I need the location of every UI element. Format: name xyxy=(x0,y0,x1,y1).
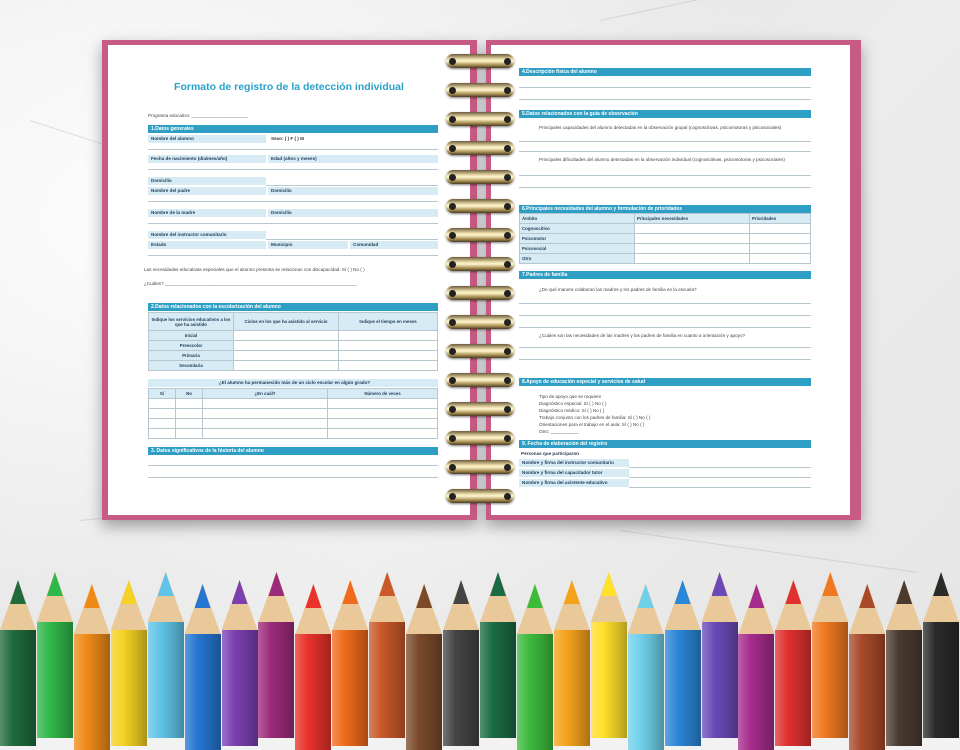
field-line xyxy=(519,151,811,152)
punch-hole xyxy=(504,319,511,326)
label-permanecido: ¿El alumno ha permanecido más de un ciclo escolar en algún grado? xyxy=(148,379,438,387)
pencil-tip xyxy=(121,580,137,604)
field-line xyxy=(519,141,811,142)
notebook-page-left xyxy=(108,45,470,515)
firma-asistente: Nombre y firma del asistente educativo xyxy=(519,479,629,487)
pencil-tip xyxy=(305,584,321,608)
pencil-shade xyxy=(775,630,811,746)
label-nombre-alumno: Nombre del alumno xyxy=(148,135,266,143)
pencil xyxy=(37,560,73,738)
apoyo-line: Diagnóstico especial: Sí ( ) No ( ) xyxy=(539,401,607,406)
label-comunidad: Comunidad xyxy=(350,241,438,249)
pencil-tip xyxy=(638,584,654,608)
pencil xyxy=(369,560,405,738)
pencil-shade xyxy=(332,630,368,746)
field-line xyxy=(629,467,811,468)
dificultades-text: Principales dificultades del alumno detectadas en la observación individual (cognoscitivas, psicomotoras y psicosociales) xyxy=(539,157,785,162)
pencil-shade xyxy=(665,630,701,746)
nivel-cell: Primaria xyxy=(149,351,234,361)
section-fecha-elaboracion: 9. Fecha de elaboración del registro xyxy=(519,440,811,448)
pencil xyxy=(258,560,294,738)
punch-hole xyxy=(504,87,511,94)
punch-hole xyxy=(504,174,511,181)
pencil-tip xyxy=(822,572,838,596)
label-estado: Estado xyxy=(148,241,266,249)
col-numero-veces: Número de veces xyxy=(328,389,438,399)
pencil xyxy=(185,572,221,750)
col-en-cual: ¿En cuál? xyxy=(203,389,328,399)
pencil-shade xyxy=(812,622,848,738)
pencil xyxy=(591,560,627,738)
field-line xyxy=(148,149,438,150)
punch-hole xyxy=(504,261,511,268)
pencil-tip xyxy=(268,572,284,596)
punch-hole xyxy=(449,493,456,500)
punch-hole xyxy=(504,435,511,442)
pencil-shade xyxy=(295,634,331,750)
col-ciclos: Ciclos en los que ha asistido al servicio xyxy=(234,313,339,331)
pencil-shade xyxy=(0,630,36,746)
section-datos-generales: 1.Datos generales xyxy=(148,125,438,133)
pencil xyxy=(480,560,516,738)
field-line xyxy=(519,315,811,316)
pencil-shade xyxy=(886,630,922,746)
apoyo-line: Orientaciones para el trabajo en el aula: Sí ( ) No ( ) xyxy=(539,422,645,427)
nivel-cell: Secundaria xyxy=(149,361,234,371)
section-apoyo-especial: 8.Apoyo de educación especial y servicios de salud xyxy=(519,378,811,386)
punch-hole xyxy=(449,348,456,355)
pencil xyxy=(923,560,959,738)
pencil-shade xyxy=(738,634,774,750)
firma-capacitador: Nombre y firma del capacitador tutor xyxy=(519,469,629,477)
pencil-tip xyxy=(379,572,395,596)
firma-instructor: Nombre y firma del instructor comunitario xyxy=(519,459,629,467)
pencil xyxy=(775,568,811,746)
pencil xyxy=(443,568,479,746)
punch-hole xyxy=(449,290,456,297)
punch-hole xyxy=(504,58,511,65)
field-line xyxy=(519,187,811,188)
nivel-cell: Preescolar xyxy=(149,341,234,351)
pencil-tip xyxy=(490,572,506,596)
notebook-page-right xyxy=(491,45,850,515)
col-tiempo: Indique el tiempo en meses xyxy=(339,313,438,331)
pencil-shade xyxy=(628,634,664,750)
pencil-tip xyxy=(453,580,469,604)
col-no: No xyxy=(176,389,203,399)
apoyo-line: Diagnóstico médico: Sí ( ) No ( ) xyxy=(539,408,605,413)
pencil-shade xyxy=(480,622,516,738)
field-line xyxy=(148,223,438,224)
pencil xyxy=(111,568,147,746)
pencil-shade xyxy=(369,622,405,738)
field-line xyxy=(519,99,811,100)
pencil-tip xyxy=(342,580,358,604)
punch-hole xyxy=(449,319,456,326)
section-necesidades: 6.Principales necesidades del alumno y formulación de prioridades xyxy=(519,205,811,213)
label-edad: Edad (años y meses) xyxy=(268,155,438,163)
field-line xyxy=(148,465,438,466)
field-line xyxy=(148,201,438,202)
punch-hole xyxy=(504,145,511,152)
col-si: Sí xyxy=(149,389,176,399)
pencil-tip xyxy=(47,572,63,596)
col-prioridades: Prioridades xyxy=(750,214,811,224)
pencil-tip xyxy=(84,584,100,608)
pencil-shade xyxy=(185,634,221,750)
question-necesidades-padres: ¿Cuáles son las necesidades de las madres y los padres de familia en cuanto a orientación y apoyo? xyxy=(539,333,746,338)
marble-vein xyxy=(600,0,894,21)
punch-hole xyxy=(449,58,456,65)
pencil-tip xyxy=(158,572,174,596)
field-line xyxy=(519,175,811,176)
programa-educativo: Programa educativo: ______________________ xyxy=(148,113,248,118)
pencil-shade xyxy=(554,630,590,746)
apoyo-line: Otro: ___________ xyxy=(539,429,579,434)
pencil-tip xyxy=(933,572,949,596)
pencil-shade xyxy=(849,634,885,750)
pencil xyxy=(332,568,368,746)
pencil-shade xyxy=(111,630,147,746)
label-domicilio-padre: Domicilio xyxy=(268,187,438,195)
pencil-shade xyxy=(74,634,110,750)
pencil-tip xyxy=(10,580,26,604)
pencil-shade xyxy=(923,622,959,738)
nivel-cell: Inicial xyxy=(149,331,234,341)
pencil-tip xyxy=(564,580,580,604)
section-guia-observacion: 5.Datos relacionados con la guía de observación xyxy=(519,110,811,118)
pencil xyxy=(517,572,553,750)
punch-hole xyxy=(449,232,456,239)
punch-hole xyxy=(449,203,456,210)
field-line xyxy=(519,87,811,88)
pencil-shade xyxy=(148,622,184,738)
ambito-cell: Psicosocial xyxy=(520,244,635,254)
escolarizacion-table xyxy=(148,312,438,371)
pencil xyxy=(665,568,701,746)
punch-hole xyxy=(449,174,456,181)
pencil-tip xyxy=(527,584,543,608)
field-line xyxy=(519,327,811,328)
pencil-tip xyxy=(416,584,432,608)
pencil-shade xyxy=(443,630,479,746)
apoyo-line: Trabajo conjunto con los padres de familia: Sí ( ) No ( ) xyxy=(539,415,651,420)
pencil-shade xyxy=(702,622,738,738)
col-ambito: Ámbito xyxy=(520,214,635,224)
punch-hole xyxy=(504,377,511,384)
label-fecha-nacimiento: Fecha de nacimiento (día/mes/año) xyxy=(148,155,266,163)
label-nombre-instructor: Nombre del instructor comunitario xyxy=(148,231,266,239)
label-domicilio: Domicilio xyxy=(148,177,266,185)
punch-hole xyxy=(449,464,456,471)
col-servicios: Indique los servicios educativos a los que ha asistido xyxy=(149,313,234,331)
punch-hole xyxy=(449,116,456,123)
pencil xyxy=(738,572,774,750)
question-colaboracion: ¿De qué manera colaboran las madres y los padres de familia en la escuela? xyxy=(539,287,697,292)
pencil-tip xyxy=(748,584,764,608)
punch-hole xyxy=(504,203,511,210)
label-domicilio-madre: Domicilio xyxy=(268,209,438,217)
punch-hole xyxy=(504,406,511,413)
pencil-shade xyxy=(406,634,442,750)
field-line xyxy=(148,477,438,478)
punch-hole xyxy=(449,87,456,94)
pencil-tip xyxy=(232,580,248,604)
pencil xyxy=(812,560,848,738)
pencil xyxy=(886,568,922,746)
pencil-shade xyxy=(258,622,294,738)
field-line xyxy=(148,255,438,256)
permanencia-table xyxy=(148,388,438,439)
field-line xyxy=(519,359,811,360)
pencil-shade xyxy=(37,622,73,738)
field-line xyxy=(266,185,438,186)
pencil xyxy=(74,572,110,750)
field-line xyxy=(266,239,438,240)
punch-hole xyxy=(504,493,511,500)
field-line xyxy=(148,169,438,170)
ambito-cell: Cognoscitivo xyxy=(520,224,635,234)
punch-hole xyxy=(449,377,456,384)
spiral-binding xyxy=(446,46,516,514)
pencil-shade xyxy=(517,634,553,750)
personas-participaron: Personas que participaron xyxy=(521,451,579,456)
col-necesidades: Principales necesidades xyxy=(635,214,750,224)
pencil-tip xyxy=(712,572,728,596)
field-line xyxy=(519,303,811,304)
punch-hole xyxy=(504,290,511,297)
label-nombre-padre: Nombre del padre xyxy=(148,187,266,195)
pencil xyxy=(222,568,258,746)
cuales-text: ¿Cuáles? ___________________________________________________________________________ xyxy=(144,281,357,286)
nee-text: Las necesidades educativas especiales que el alumno presenta se relacionan con discapacidad: Sí ( ) No ( ) xyxy=(144,267,365,272)
pencil xyxy=(295,572,331,750)
punch-hole xyxy=(449,435,456,442)
colored-pencils xyxy=(0,560,960,738)
section-escolarizacion: 2.Datos relacionados con la escolarización del alumno xyxy=(148,303,438,311)
pencil xyxy=(628,572,664,750)
punch-hole xyxy=(449,145,456,152)
pencil xyxy=(0,568,36,746)
field-line xyxy=(519,347,811,348)
pencil-shade xyxy=(222,630,258,746)
label-nombre-madre: Nombre de la madre xyxy=(148,209,266,217)
section-padres-familia: 7.Padres de familia xyxy=(519,271,811,279)
capacidades-text: Principales capacidades del alumno detectadas en la observación grupal (cognoscitivas, psicomotoras y psicosociales) xyxy=(539,125,782,130)
punch-hole xyxy=(504,116,511,123)
punch-hole xyxy=(449,261,456,268)
pencil-tip xyxy=(859,584,875,608)
pencil-tip xyxy=(896,580,912,604)
punch-hole xyxy=(504,232,511,239)
label-municipio: Municipio xyxy=(268,241,348,249)
pencil xyxy=(148,560,184,738)
punch-hole xyxy=(504,464,511,471)
field-line xyxy=(629,477,811,478)
ambito-cell: Otro xyxy=(520,254,635,264)
punch-hole xyxy=(504,348,511,355)
pencil-tip xyxy=(785,580,801,604)
pencil xyxy=(849,572,885,750)
ambito-cell: Psicomotor xyxy=(520,234,635,244)
pencil-tip xyxy=(675,580,691,604)
pencil xyxy=(554,568,590,746)
necesidades-table xyxy=(519,213,811,264)
pencil-tip xyxy=(601,572,617,596)
punch-hole xyxy=(449,406,456,413)
apoyo-line: Tipo de apoyo que se requiere xyxy=(539,394,602,399)
field-line xyxy=(629,487,811,488)
label-sexo: Sexo: ( ) F ( ) M xyxy=(268,135,438,143)
pencil xyxy=(702,560,738,738)
section-descripcion-fisica: 4.Descripción física del alumno xyxy=(519,68,811,76)
form-title: Formato de registro de la detección individual xyxy=(174,81,404,93)
section-historia: 3. Datos significativos de la historia del alumno xyxy=(148,447,438,455)
pencil xyxy=(406,572,442,750)
pencil-shade xyxy=(591,622,627,738)
pencil-tip xyxy=(195,584,211,608)
